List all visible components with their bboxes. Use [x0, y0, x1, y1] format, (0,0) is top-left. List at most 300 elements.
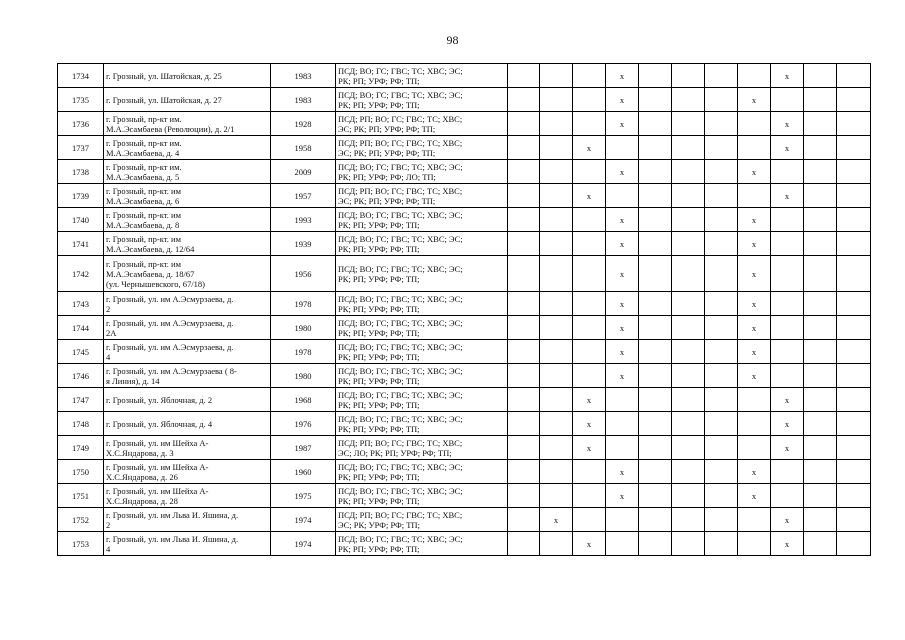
year-cell: 1976 — [271, 412, 336, 436]
mark-cell — [672, 388, 705, 412]
mark-cell — [508, 160, 540, 184]
table-row — [58, 184, 871, 208]
mark-cell — [573, 64, 606, 88]
table-row — [58, 532, 871, 556]
table-row — [58, 232, 871, 256]
table-row — [58, 364, 871, 388]
check-mark: х — [751, 298, 757, 309]
mark-cell — [639, 208, 672, 232]
mark-cell — [606, 292, 639, 316]
mark-cell — [837, 256, 871, 292]
row-number: 1741 — [58, 232, 104, 256]
mark-cell — [508, 88, 540, 112]
mark-cell — [705, 112, 738, 136]
address-line: 2 — [106, 519, 111, 530]
mark-cell — [639, 88, 672, 112]
mark-cell — [573, 412, 606, 436]
mark-cell — [837, 136, 871, 160]
mark-cell — [540, 232, 573, 256]
mark-cell — [705, 184, 738, 208]
mark-cell — [573, 316, 606, 340]
check-mark: х — [751, 490, 757, 501]
mark-cell — [672, 256, 705, 292]
row-number: 1749 — [58, 436, 104, 460]
address-line: М.А.Эсамбаева, д. 4 — [106, 147, 180, 158]
mark-cell — [804, 88, 837, 112]
works-line: ПСД; ВО; ГС; ГВС; ТС; ХВС; ЭС; — [338, 89, 463, 100]
mark-cell — [672, 64, 705, 88]
works-line: РК; РП; УРФ; РФ; ТП; — [338, 375, 420, 386]
works-line: ЭС; РК; УРФ; РФ; ТП; — [338, 519, 420, 530]
check-mark: х — [751, 214, 757, 225]
mark-cell — [705, 292, 738, 316]
works-line: ЭС; РК; РП; УРФ; РФ; ТП; — [338, 147, 436, 158]
mark-cell — [508, 256, 540, 292]
page-number: 98 — [446, 33, 459, 47]
mark-cell — [540, 208, 573, 232]
mark-cell — [804, 160, 837, 184]
address-cell — [104, 232, 271, 256]
works-cell — [336, 112, 508, 136]
mark-cell — [606, 340, 639, 364]
mark-cell — [804, 460, 837, 484]
address-cell — [104, 460, 271, 484]
table-row — [58, 316, 871, 340]
mark-cell — [738, 64, 771, 88]
check-mark: х — [619, 370, 625, 381]
check-mark: х — [553, 514, 559, 525]
mark-cell — [606, 388, 639, 412]
mark-cell — [573, 232, 606, 256]
mark-cell — [705, 256, 738, 292]
mark-cell — [837, 388, 871, 412]
check-mark: х — [619, 268, 625, 279]
mark-cell — [804, 232, 837, 256]
works-line: ПСД; ВО; ГС; ГВС; ТС; ХВС; ЭС; — [338, 209, 463, 220]
address-line: г. Грозный, ул. им А.Эсмурзаева, д. — [106, 317, 234, 328]
works-line: ПСД; РП; ВО; ГС; ГВС; ТС; ХВС; — [338, 185, 463, 196]
mark-cell — [804, 340, 837, 364]
mark-cell — [573, 136, 606, 160]
mark-cell — [771, 160, 804, 184]
table-row — [58, 64, 871, 88]
mark-cell — [738, 232, 771, 256]
mark-cell — [837, 508, 871, 532]
mark-cell — [705, 160, 738, 184]
check-mark: х — [619, 346, 625, 357]
check-mark: х — [784, 118, 790, 129]
mark-cell — [639, 532, 672, 556]
check-mark: х — [619, 238, 625, 249]
year-cell: 1975 — [271, 484, 336, 508]
mark-cell — [672, 532, 705, 556]
mark-cell — [771, 232, 804, 256]
mark-cell — [508, 208, 540, 232]
address-cell — [104, 412, 271, 436]
mark-cell — [804, 532, 837, 556]
works-line: ПСД; ВО; ГС; ГВС; ТС; ХВС; ЭС; — [338, 65, 463, 76]
works-cell — [336, 232, 508, 256]
mark-cell — [606, 316, 639, 340]
mark-cell — [837, 184, 871, 208]
works-cell — [336, 184, 508, 208]
mark-cell — [771, 112, 804, 136]
mark-cell — [771, 316, 804, 340]
mark-cell — [672, 364, 705, 388]
mark-cell — [540, 388, 573, 412]
check-mark: х — [586, 538, 592, 549]
mark-cell — [573, 460, 606, 484]
check-mark: х — [751, 370, 757, 381]
year-cell: 1993 — [271, 208, 336, 232]
mark-cell — [639, 316, 672, 340]
mark-cell — [738, 532, 771, 556]
mark-cell — [738, 508, 771, 532]
mark-cell — [508, 64, 540, 88]
mark-cell — [540, 436, 573, 460]
mark-cell — [771, 184, 804, 208]
year-cell: 1978 — [271, 292, 336, 316]
works-line: ПСД; ВО; ГС; ГВС; ТС; ХВС; ЭС; — [338, 413, 463, 424]
works-line: ПСД; ВО; ГС; ГВС; ТС; ХВС; ЭС; — [338, 341, 463, 352]
mark-cell — [771, 364, 804, 388]
mark-cell — [639, 256, 672, 292]
mark-cell — [639, 436, 672, 460]
mark-cell — [771, 208, 804, 232]
mark-cell — [606, 532, 639, 556]
mark-cell — [672, 136, 705, 160]
mark-cell — [573, 364, 606, 388]
check-mark: х — [751, 94, 757, 105]
table-row — [58, 136, 871, 160]
mark-cell — [705, 388, 738, 412]
address-cell — [104, 484, 271, 508]
mark-cell — [508, 112, 540, 136]
works-line: РК; РП; УРФ; РФ; ТП; — [338, 303, 420, 314]
works-line: РК; РП; УРФ; РФ; ТП; — [338, 219, 420, 230]
mark-cell — [771, 412, 804, 436]
check-mark: х — [586, 142, 592, 153]
mark-cell — [573, 256, 606, 292]
mark-cell — [771, 508, 804, 532]
mark-cell — [705, 436, 738, 460]
mark-cell — [606, 364, 639, 388]
mark-cell — [606, 232, 639, 256]
mark-cell — [837, 232, 871, 256]
address-cell — [104, 136, 271, 160]
mark-cell — [540, 412, 573, 436]
mark-cell — [837, 364, 871, 388]
check-mark: х — [586, 190, 592, 201]
mark-cell — [639, 112, 672, 136]
works-cell — [336, 160, 508, 184]
mark-cell — [804, 316, 837, 340]
address-line: 2 — [106, 303, 111, 314]
year-cell: 1978 — [271, 340, 336, 364]
mark-cell — [804, 256, 837, 292]
mark-cell — [738, 412, 771, 436]
works-cell — [336, 532, 508, 556]
works-line: РК; РП; УРФ; РФ; ТП; — [338, 273, 420, 284]
mark-cell — [672, 460, 705, 484]
works-line: ПСД; ВО; ГС; ГВС; ТС; ХВС; ЭС; — [338, 389, 463, 400]
works-line: ПСД; ВО; ГС; ГВС; ТС; ХВС; ЭС; — [338, 263, 463, 274]
works-line: ПСД; ВО; ГС; ГВС; ТС; ХВС; ЭС; — [338, 461, 463, 472]
mark-cell — [738, 340, 771, 364]
mark-cell — [672, 184, 705, 208]
mark-cell — [606, 436, 639, 460]
row-number: 1745 — [58, 340, 104, 364]
mark-cell — [508, 412, 540, 436]
address-cell — [104, 340, 271, 364]
mark-cell — [705, 88, 738, 112]
check-mark: х — [586, 394, 592, 405]
address-line: г. Грозный, пр-кт. им — [106, 258, 181, 269]
mark-cell — [771, 64, 804, 88]
works-cell — [336, 484, 508, 508]
mark-cell — [573, 532, 606, 556]
check-mark: х — [619, 70, 625, 81]
address-cell — [104, 64, 271, 88]
check-mark: х — [784, 142, 790, 153]
mark-cell — [639, 136, 672, 160]
mark-cell — [639, 484, 672, 508]
mark-cell — [672, 88, 705, 112]
address-line: г. Грозный, пр-кт им. — [106, 137, 182, 148]
mark-cell — [738, 88, 771, 112]
mark-cell — [804, 436, 837, 460]
table-row — [58, 340, 871, 364]
works-line: ПСД; ВО; ГС; ГВС; ТС; ХВС; ЭС; — [338, 485, 463, 496]
check-mark: х — [784, 538, 790, 549]
mark-cell — [606, 112, 639, 136]
mark-cell — [705, 508, 738, 532]
address-line: г. Грозный, ул. им А.Эсмурзаева, д. — [106, 341, 234, 352]
mark-cell — [771, 340, 804, 364]
mark-cell — [540, 112, 573, 136]
mark-cell — [606, 64, 639, 88]
year-cell: 1968 — [271, 388, 336, 412]
mark-cell — [738, 316, 771, 340]
mark-cell — [804, 112, 837, 136]
works-line: ПСД; ВО; ГС; ГВС; ТС; ХВС; ЭС; — [338, 365, 463, 376]
row-number: 1748 — [58, 412, 104, 436]
mark-cell — [606, 256, 639, 292]
address-cell — [104, 508, 271, 532]
mark-cell — [771, 460, 804, 484]
mark-cell — [573, 208, 606, 232]
address-line: г. Грозный, ул. Яблочная, д. 4 — [106, 418, 213, 429]
works-cell — [336, 208, 508, 232]
check-mark: х — [586, 418, 592, 429]
address-cell — [104, 184, 271, 208]
mark-cell — [540, 292, 573, 316]
address-cell — [104, 256, 271, 292]
mark-cell — [540, 64, 573, 88]
mark-cell — [705, 232, 738, 256]
mark-cell — [606, 184, 639, 208]
address-line: М.А.Эсамбаева (Революции), д. 2/1 — [106, 123, 235, 134]
mark-cell — [540, 160, 573, 184]
check-mark: х — [751, 322, 757, 333]
mark-cell — [804, 364, 837, 388]
mark-cell — [508, 292, 540, 316]
mark-cell — [771, 484, 804, 508]
mark-cell — [508, 460, 540, 484]
works-line: РК; РП; УРФ; РФ; ТП; — [338, 99, 420, 110]
mark-cell — [672, 484, 705, 508]
mark-cell — [606, 412, 639, 436]
mark-cell — [508, 184, 540, 208]
works-cell — [336, 64, 508, 88]
mark-cell — [705, 340, 738, 364]
mark-cell — [606, 460, 639, 484]
mark-cell — [639, 340, 672, 364]
works-cell — [336, 340, 508, 364]
address-line: я Линия), д. 14 — [106, 375, 160, 386]
mark-cell — [738, 436, 771, 460]
row-number: 1738 — [58, 160, 104, 184]
mark-cell — [573, 388, 606, 412]
mark-cell — [738, 460, 771, 484]
works-line: ПСД; ВО; ГС; ГВС; ТС; ХВС; ЭС; — [338, 317, 463, 328]
mark-cell — [540, 184, 573, 208]
check-mark: х — [619, 490, 625, 501]
works-cell — [336, 292, 508, 316]
address-line: Х.С.Яндарова, д. 28 — [106, 495, 178, 506]
mark-cell — [837, 412, 871, 436]
mark-cell — [606, 160, 639, 184]
works-line: РК; РП; УРФ; РФ; ТП; — [338, 471, 420, 482]
mark-cell — [540, 484, 573, 508]
mark-cell — [672, 412, 705, 436]
mark-cell — [508, 316, 540, 340]
mark-cell — [606, 508, 639, 532]
works-cell — [336, 508, 508, 532]
check-mark: х — [619, 166, 625, 177]
mark-cell — [606, 88, 639, 112]
mark-cell — [705, 460, 738, 484]
works-cell — [336, 256, 508, 292]
works-cell — [336, 412, 508, 436]
mark-cell — [804, 208, 837, 232]
check-mark: х — [784, 418, 790, 429]
mark-cell — [508, 364, 540, 388]
year-cell: 1957 — [271, 184, 336, 208]
mark-cell — [837, 316, 871, 340]
year-cell: 1983 — [271, 88, 336, 112]
mark-cell — [804, 412, 837, 436]
mark-cell — [771, 532, 804, 556]
check-mark: х — [586, 442, 592, 453]
mark-cell — [672, 112, 705, 136]
mark-cell — [705, 484, 738, 508]
mark-cell — [705, 532, 738, 556]
mark-cell — [804, 508, 837, 532]
mark-cell — [738, 388, 771, 412]
works-line: ПСД; ВО; ГС; ГВС; ТС; ХВС; ЭС; — [338, 533, 463, 544]
check-mark: х — [751, 268, 757, 279]
row-number: 1750 — [58, 460, 104, 484]
mark-cell — [573, 436, 606, 460]
mark-cell — [573, 160, 606, 184]
mark-cell — [804, 64, 837, 88]
row-number: 1744 — [58, 316, 104, 340]
table-row — [58, 436, 871, 460]
works-cell — [336, 436, 508, 460]
mark-cell — [771, 292, 804, 316]
row-number: 1753 — [58, 532, 104, 556]
works-cell — [336, 460, 508, 484]
works-cell — [336, 364, 508, 388]
check-mark: х — [619, 214, 625, 225]
row-number: 1747 — [58, 388, 104, 412]
address-cell — [104, 292, 271, 316]
mark-cell — [738, 208, 771, 232]
year-cell: 1928 — [271, 112, 336, 136]
check-mark: х — [751, 166, 757, 177]
row-number: 1746 — [58, 364, 104, 388]
mark-cell — [540, 340, 573, 364]
address-cell — [104, 388, 271, 412]
address-cell — [104, 316, 271, 340]
works-line: ЭС; РК; РП; УРФ; РФ; ТП; — [338, 195, 436, 206]
mark-cell — [837, 160, 871, 184]
mark-cell — [606, 484, 639, 508]
mark-cell — [639, 160, 672, 184]
address-cell — [104, 364, 271, 388]
mark-cell — [508, 532, 540, 556]
row-number: 1735 — [58, 88, 104, 112]
table-row — [58, 508, 871, 532]
address-line: г. Грозный, ул. им А.Эсмурзаева, д. — [106, 293, 234, 304]
mark-cell — [672, 232, 705, 256]
works-line: ПСД; РП; ВО; ГС; ГВС; ТС; ХВС; — [338, 113, 463, 124]
row-number: 1740 — [58, 208, 104, 232]
address-line: г. Грозный, пр-кт. им — [106, 209, 181, 220]
check-mark: х — [784, 190, 790, 201]
address-line: г. Грозный, ул. Шатойская, д. 25 — [106, 70, 222, 81]
check-mark: х — [619, 298, 625, 309]
table-row — [58, 292, 871, 316]
works-line: РК; РП; УРФ; РФ; ТП; — [338, 399, 420, 410]
works-line: ПСД; РП; ВО; ГС; ГВС; ТС; ХВС; — [338, 437, 463, 448]
mark-cell — [738, 256, 771, 292]
works-line: ЭС; РК; РП; УРФ; РФ; ТП; — [338, 123, 436, 134]
address-cell — [104, 532, 271, 556]
mark-cell — [540, 316, 573, 340]
mark-cell — [837, 112, 871, 136]
row-number: 1752 — [58, 508, 104, 532]
year-cell: 1956 — [271, 256, 336, 292]
mark-cell — [573, 292, 606, 316]
mark-cell — [705, 364, 738, 388]
mark-cell — [639, 64, 672, 88]
mark-cell — [540, 460, 573, 484]
works-line: РК; РП; УРФ; РФ; ТП; — [338, 495, 420, 506]
mark-cell — [771, 388, 804, 412]
check-mark: х — [751, 466, 757, 477]
address-line: г. Грозный, ул. им Шейха А- — [106, 461, 209, 472]
table-row — [58, 88, 871, 112]
mark-cell — [837, 292, 871, 316]
mark-cell — [837, 340, 871, 364]
mark-cell — [639, 388, 672, 412]
mark-cell — [639, 184, 672, 208]
works-line: РК; РП; УРФ; РФ; ТП; — [338, 543, 420, 554]
address-line: 2А — [106, 327, 117, 338]
address-line: Х.С.Яндарова, д. 26 — [106, 471, 178, 482]
